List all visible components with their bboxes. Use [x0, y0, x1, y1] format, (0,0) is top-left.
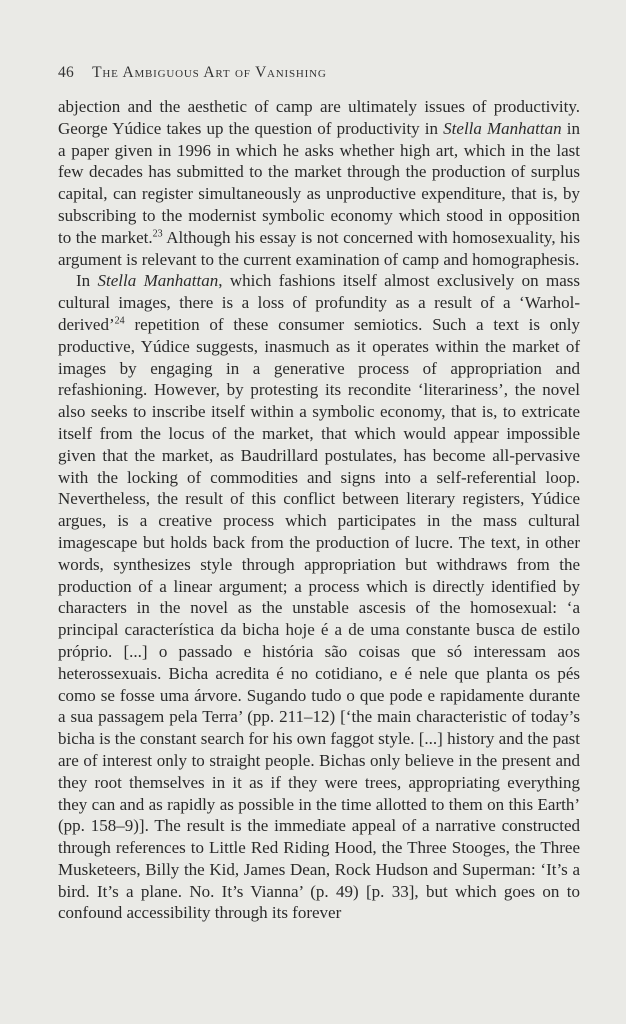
text-run: Although his essay is not concerned with homosexuality, his argument is relevant to the current examination of camp and homographesis. — [58, 227, 580, 269]
text-run: abjection and the aesthetic of camp are ultimately issues of productivity. George Yúdice takes up the question of productivity in — [58, 97, 580, 138]
italic-title: Stella Manhattan — [97, 271, 219, 291]
text-run: In — [76, 271, 98, 291]
text-run: , which fashions itself almost exclusively on mass cultural images, there is a loss of profundity as a result of a ‘Warhol-derived’ — [58, 271, 580, 334]
footnote-marker: 23 — [152, 228, 163, 240]
running-head — [58, 64, 580, 82]
body-text — [58, 96, 580, 924]
italic-title: Stella Manhattan — [443, 118, 562, 138]
paragraph — [58, 96, 580, 270]
page-number: 46 — [58, 64, 75, 81]
text-run: repetition of these consumer semiotics. Such a text is only productive, Yúdice suggests, inasmuch as it operates within the market of images by engaging in a generative process of appropriation and refashioning. However, by protesting its recondite ‘literariness’, the novel also seeks to inscribe itself within a symbolic economy, that is, to extricate itself from the locus of the market, that which would appear impossible given that the market, as Baudrillard postulates, has become all-pervasive with the locking of commodities and signs into a self-referential loop. Nevertheless, the result of this conflict between literary registers, Yúdice argues, is a creative process which participates in the mass cultural imagescape but holds back from the production of lucre. The text, in other words, synthesizes style through appropriation but withdraws from the production of a linear argument; a process which is directly identified by characters in the novel as the unstable ascesis of the homosexual: ‘a principal característica da bicha hoje é a de uma constante busca de estilo próprio. [...] o passado e história são coisas que só interessam aos heterossexuais. Bicha acredita é no cotidiano, e é nele que planta os pés como se fosse uma árvore. Sugando tudo o que pode e rapidamente durante a sua passagem pela Terra’ (pp. 211–12) [‘the main characteristic of today’s bicha is the constant search for his own faggot style. [...] history and the past are of interest only to straight people. Bichas only believe in the present and they root themselves in it as if they were trees, appropriating everything they can and as rapidly as possible in the time allotted to them on this Earth’ (pp. 158–9)]. The result is the immediate appeal of a narrative constructed through references to Little Red Riding Hood, the Three Stooges, the Three Musketeers, Billy the Kid, James Dean, Rock Hudson and Superman: ‘It’s a bird. It’s a plane. No. It’s Vianna’ (p. 49) [p. 33], but which goes on to confound accessibility through its forever — [58, 314, 580, 923]
text-run: in a paper given in 1996 in which he asks whether high art, which in the last few decades has submitted to the market through the production of surplus capital, can register simultaneously as unproductive expenditure, that is, by subscribing to the modernist symbolic economy which stood in opposition to the market. — [58, 118, 580, 247]
book-title: The Ambiguous Art of Vanishing — [92, 64, 327, 81]
footnote-marker: 24 — [114, 315, 125, 327]
paragraph — [58, 270, 580, 924]
